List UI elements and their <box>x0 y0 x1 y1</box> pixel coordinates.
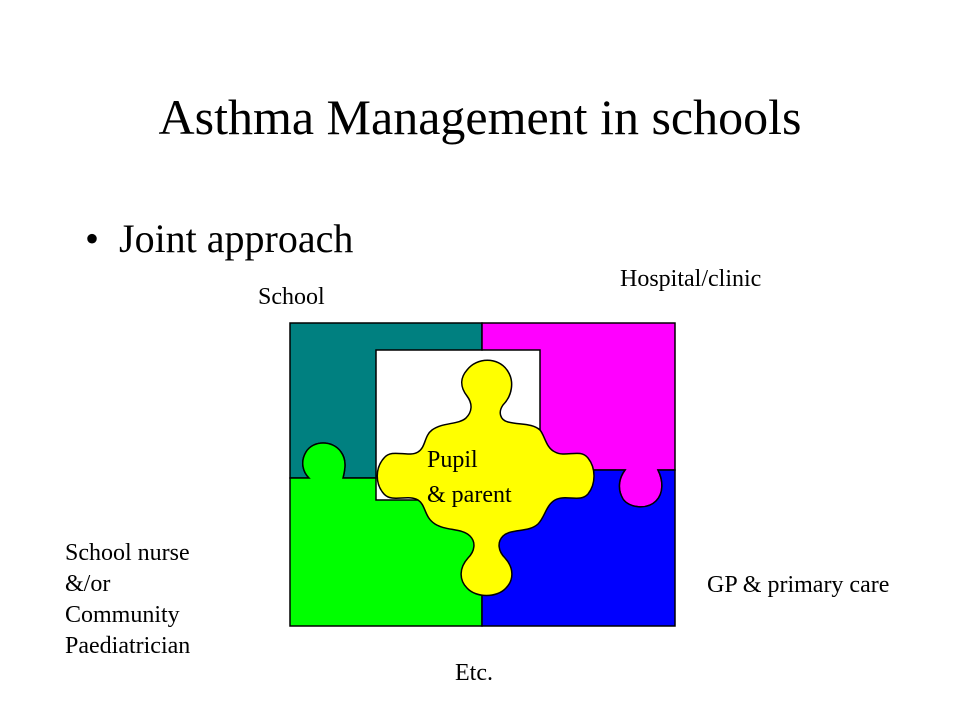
label-center-line: & parent <box>427 482 512 508</box>
label-school-nurse-line: School nurse <box>65 540 190 566</box>
label-hospital: Hospital/clinic <box>620 266 762 292</box>
label-gp: GP & primary care <box>707 572 890 598</box>
label-school-nurse-line: Community <box>65 602 180 628</box>
label-center-line: Pupil <box>427 447 478 473</box>
bullet-text: Joint approach <box>119 216 354 261</box>
bullet-icon: • <box>85 216 100 261</box>
label-etc: Etc. <box>455 660 493 686</box>
label-school-nurse-line: Paediatrician <box>65 633 191 659</box>
label-school: School <box>258 284 325 310</box>
label-center <box>427 443 512 513</box>
page-title: Asthma Management in schools <box>158 89 802 145</box>
label-school-nurse-line: &/or <box>65 571 111 597</box>
